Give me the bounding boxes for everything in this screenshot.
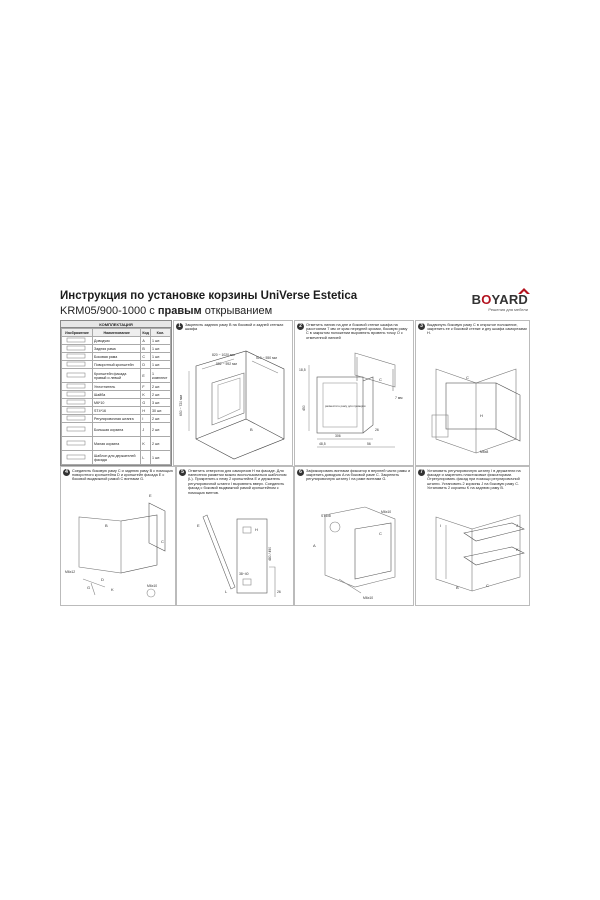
components-row [62, 337, 171, 345]
component-code: B [141, 345, 151, 353]
component-code: E [141, 369, 151, 383]
component-image [62, 407, 93, 415]
component-image [62, 437, 93, 451]
component-qty: 1 комплект [150, 369, 170, 383]
label-c: C [161, 539, 164, 544]
component-name: Уплотнитель [93, 383, 141, 391]
label-c: C [379, 531, 382, 536]
step-2-diagram [295, 321, 413, 465]
component-code: L [141, 451, 151, 465]
components-header-row [62, 329, 171, 337]
component-qty: 2 шт. [150, 391, 170, 399]
component-image [62, 399, 93, 407]
component-code: G [141, 399, 151, 407]
step-5-diagram [177, 467, 293, 605]
component-image [62, 345, 93, 353]
component-qty: 3 шт. [150, 399, 170, 407]
label-i: I [440, 523, 442, 528]
step-4-panel [60, 466, 176, 606]
label-c: C [379, 377, 382, 382]
col-image: Изображение [62, 329, 93, 337]
dim-26: 26 [277, 590, 281, 594]
label-placement: разместите раму для проверки [325, 404, 366, 408]
step-5-panel [176, 466, 294, 606]
components-row [62, 407, 171, 415]
component-name: Доводчик [93, 337, 141, 345]
step-6-panel [294, 466, 414, 606]
instruction-sheet [60, 288, 528, 604]
step-number: 3 [418, 323, 425, 330]
step-6-diagram [295, 467, 413, 605]
step-1-diagram [174, 321, 292, 465]
component-name: Задняя рама [93, 345, 141, 353]
step-7-panel [415, 466, 530, 606]
step-number: 6 [297, 469, 304, 476]
label-g: G [87, 585, 91, 590]
components-row [62, 437, 171, 451]
step-2-panel [294, 320, 414, 466]
step-7-diagram [416, 467, 529, 605]
label-screw: M6x8 [480, 450, 489, 454]
dim-depth: 510 ~ 550 мм [256, 356, 277, 360]
step-3-diagram [416, 321, 529, 465]
dim-56: 56 [367, 442, 371, 446]
dim-38: 38~40 [239, 572, 249, 576]
components-row [62, 383, 171, 391]
step-3-panel [415, 320, 530, 466]
component-image [62, 383, 93, 391]
dim-back: 582 ~ 592 мм [216, 362, 237, 366]
step-number: 5 [179, 469, 186, 476]
components-row [62, 391, 171, 399]
step-text: Отметить линию на дне и боковой стенке шкафа на расстоянии 7 мм от края передней кромки, боковую раму C в закрытом положении выровнять вровень точку O с отмеченной линией [306, 322, 408, 340]
component-image [62, 361, 93, 369]
label-m6x10: M6x10 [147, 584, 158, 588]
component-code: I [141, 415, 151, 423]
label-m6x10-top: M6x10 [381, 510, 392, 514]
step-number: 2 [297, 323, 304, 330]
step-text: Соединить боковую раму C и заднюю раму B с помощью поворотного кронштейна D и кронштейн фасада E с боковой выдвижной рамой C винтами G. [72, 468, 173, 482]
step-number: 4 [63, 469, 70, 476]
label-j: J [516, 523, 518, 528]
component-qty: 1 шт. [150, 337, 170, 345]
col-code: Код [142, 330, 149, 335]
label-e: E [197, 523, 200, 528]
component-qty: 2 шт. [150, 383, 170, 391]
component-qty: 2 шт. [150, 415, 170, 423]
component-code: F [141, 383, 151, 391]
label-b: B [105, 523, 108, 528]
component-name: Боковая рама [93, 353, 141, 361]
component-qty: 1 шт. [150, 353, 170, 361]
component-code: D [141, 361, 151, 369]
component-name: Шаблон для держателей фасада [93, 451, 141, 465]
label-m6x10-bottom: M6x10 [363, 596, 374, 600]
component-name: M6*10 [93, 399, 141, 407]
components-row [62, 451, 171, 465]
label-h: H [480, 413, 483, 418]
label-e: E [149, 493, 152, 498]
label-h: H [255, 527, 258, 532]
label-b: B [250, 427, 253, 432]
step-4-diagram [61, 467, 175, 605]
brand-logo [472, 292, 528, 312]
component-image [62, 353, 93, 361]
component-qty: 2 шт. [150, 437, 170, 451]
page-subtitle [60, 305, 272, 317]
component-qty: 1 шт. [150, 451, 170, 465]
component-image [62, 337, 93, 345]
dim-480: 480 / 490 [268, 546, 272, 561]
brand-roof-icon [518, 288, 530, 294]
component-image [62, 415, 93, 423]
label-k: K [516, 547, 519, 552]
component-qty: 1 шт. [150, 345, 170, 353]
components-row [62, 345, 171, 353]
model-code: KRM05/900-1000 с [60, 305, 155, 317]
label-a: A [313, 543, 316, 548]
label-m6x12: M6x12 [65, 570, 76, 574]
component-name: ST4*16 [93, 407, 141, 415]
component-name: Регулировочная штанга [93, 415, 141, 423]
components-table [60, 320, 172, 466]
components-row [62, 353, 171, 361]
component-code: K [141, 437, 151, 451]
label-7mm: 7 мм [395, 396, 403, 400]
dim-306: 306 [335, 434, 341, 438]
step-text: Закрепить заднюю раму B на боковой и задней стенках шкафа [185, 322, 284, 331]
component-image [62, 369, 93, 383]
brand-tagline: Решения для мебели [488, 307, 528, 312]
step-text: Выдвинуть боковую раму C в открытое положение, закрепить ее к боковой стенке и дну шкафа саморезами H. [427, 322, 527, 336]
step-number: 7 [418, 469, 425, 476]
component-code: K [141, 391, 151, 399]
dim-height: 650 ~ 720 мм [179, 395, 183, 416]
component-qty: 2 шт. [150, 423, 170, 437]
components-row [62, 369, 171, 383]
label-c: C [466, 375, 469, 380]
dim-450: 450 [302, 405, 306, 411]
component-image [62, 391, 93, 399]
dim-18: 18,5 [299, 368, 306, 372]
components-row [62, 415, 171, 423]
brand-name: BOYARD [471, 292, 528, 307]
subtitle-end: открыванием [204, 305, 273, 317]
step-text: Зафиксировать винтами фиксатор в верхней части рамы и закрепить доводчик A на боковой раме C. Закрепить регулировочную штангу I на раме винтами G. [306, 468, 411, 482]
label-st4x8: ST4x8 [321, 514, 331, 518]
component-name: Кронштейн фасада правый и левый [93, 369, 141, 383]
component-name: Большая корзина [93, 423, 141, 437]
components-row [62, 399, 171, 407]
dim-width: 820 ~ 1020 мм [212, 353, 235, 357]
col-name: Наименование [93, 329, 141, 337]
label-b: B [456, 585, 459, 590]
component-name: Шайба [93, 391, 141, 399]
component-qty: 1 шт. [150, 361, 170, 369]
label-l: L [225, 589, 228, 594]
component-name: Малая корзина [93, 437, 141, 451]
step-number: 1 [176, 323, 183, 330]
col-qty: Кол. [150, 329, 170, 337]
label-c: C [486, 583, 489, 588]
dim-26: 26 [375, 428, 379, 432]
step-1-panel [173, 320, 293, 466]
component-image [62, 451, 93, 465]
component-code: J [141, 423, 151, 437]
label-k: K [111, 587, 114, 592]
step-text: Установить регулировочную штангу I в держатели на фасаде и закрепить пластиковые фиксаторами. Отрегулировать фасад при помощи регулировочной штанги. Установить 2 корзины J на боковую раму C. Установить 2 корзины K на заднюю раму B. [427, 468, 521, 491]
component-name: Поворотный кронштейн [93, 361, 141, 369]
component-qty: 30 шт. [150, 407, 170, 415]
components-row [62, 361, 171, 369]
component-code: C [141, 353, 151, 361]
component-code: H [141, 407, 151, 415]
dim-48: 48,5 [319, 442, 326, 446]
component-code: A [141, 337, 151, 345]
component-image [62, 423, 93, 437]
label-d: D [101, 577, 104, 582]
page-title: Инструкция по установке корзины UniVerse Estetica [60, 290, 358, 302]
components-heading: КОМПЛЕКТАЦИЯ [61, 321, 171, 328]
step-text: Отметить отверстия для саморезов H на фасаде. Для нанесения разметки можно воспользоваться шаблоном (L). Прикрепить к нему 2 кронштейна E и держатель регулировочной штанги I выровнять вверх. Соединить фасад с боковой выдвижной рамой кронштейном с помощью винтов. [188, 468, 287, 495]
components-row [62, 423, 171, 437]
opening-side: правым [157, 305, 202, 317]
